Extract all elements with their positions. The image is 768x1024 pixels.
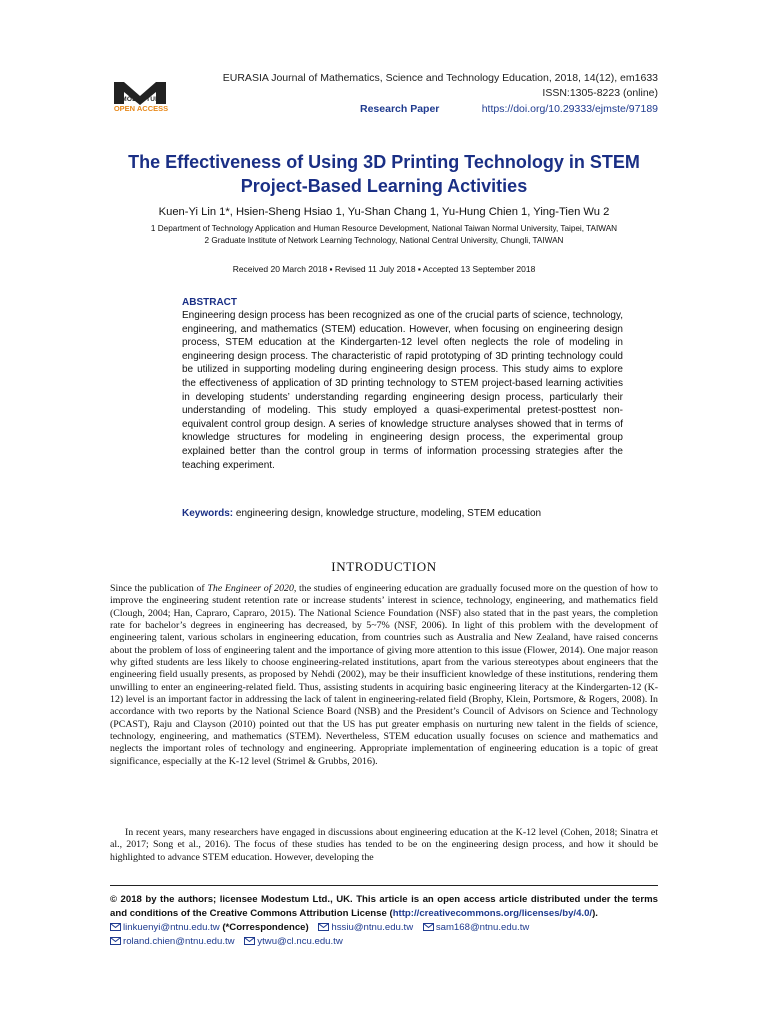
paper-type-row	[360, 103, 658, 117]
email-item	[110, 936, 237, 947]
journal-citation: EURASIA Journal of Mathematics, Science and Technology Education, 2018, 14(12), em1633	[222, 72, 658, 84]
affiliation-1: 1 Department of Technology Application and Human Resource Development, National Taiwan Normal University, Taipei, TAIWAN	[150, 224, 618, 233]
article-title	[90, 150, 678, 198]
email-link-4[interactable]: roland.chien@ntnu.edu.tw	[123, 936, 235, 947]
email-item	[318, 922, 415, 933]
body-paragraph-2: In recent years, many researchers have engaged in discussions about engineering education at the K-12 level (Cohen, 2018; Sinatra et al., 2017; Song et al., 2016). The focus of these studies has tended to be on the engineering design process, and how it should be highlighted to advance STEM education. However, developing the	[110, 827, 658, 863]
paper-type: Research Paper	[360, 103, 440, 115]
p1-lead: Since the publication of	[110, 583, 208, 594]
article-dates: Received 20 March 2018 ▪ Revised 11 July 2018 ▪ Accepted 13 September 2018	[232, 264, 536, 274]
envelope-icon	[318, 923, 329, 931]
correspondence-note: (*Correspondence)	[222, 922, 309, 933]
envelope-icon	[244, 937, 255, 945]
email-link-3[interactable]: sam168@ntnu.edu.tw	[435, 922, 530, 933]
title-line-2: Project-Based Learning Activities	[240, 176, 528, 196]
license-link[interactable]: http://creativecommons.org/licenses/by/4.0/	[392, 907, 593, 919]
envelope-icon	[110, 937, 121, 945]
keywords-text: engineering design, knowledge structure, modeling, STEM education	[235, 508, 542, 519]
keywords-row	[182, 508, 541, 519]
envelope-icon	[423, 923, 434, 931]
license-text: © 2018 by the authors; licensee Modestum Ltd., UK. This article is an open access article distributed under the terms and conditions of the Creative Commons Attribution License (	[110, 894, 658, 919]
envelope-icon	[110, 923, 121, 931]
body-paragraph-1	[110, 583, 658, 768]
license-notice	[110, 893, 658, 920]
p1-book-title: The Engineer of 2020	[207, 583, 294, 594]
title-line-1: The Effectiveness of Using 3D Printing Technology in STEM	[128, 152, 640, 172]
email-row-2	[110, 936, 670, 947]
issn: ISSN:1305-8223 (online)	[542, 87, 658, 99]
abstract-heading: ABSTRACT	[182, 297, 237, 308]
keywords-label: Keywords:	[182, 508, 234, 519]
section-heading-introduction: INTRODUCTION	[331, 559, 437, 574]
abstract-text: Engineering design process has been recognized as one of the crucial parts of science, technology, engineering, and mathematics (STEM) education. However, when focusing on engineering design process, STEM education at the Kindergarten-12 level often neglects the role of modeling in engineering design process. The characteristic of rapid prototyping of 3D printing technology could be utilized in supporting modeling during engineering design process. This study aims to explore the effectiveness of application of 3D printing technology to STEM project-based learning activities in developing students’ understanding regarding engineering design process, particularly their understanding of modeling. This study employed a quasi-experimental pretest-posttest non-equivalent control group design. A series of knowledge structure analyses showed that in terms of knowledge structures for modeling in engineering design process, the experimental group explained better than the control group in terms of information processing strategies after the teaching experiment.	[182, 310, 623, 471]
license-tail: ).	[592, 907, 598, 919]
email-item	[110, 922, 311, 933]
footer-divider	[110, 885, 658, 886]
logo-name: MODESTUM	[121, 96, 161, 103]
email-item	[423, 922, 529, 933]
p1-rest: , the studies of engineering education are gradually focused more on the question of how to improve the engineering student retention rate or increase students’ interest in science, technology, engineering, and mathematics field (Clough, 2004; Han, Capraro, Capraro, 2015). The National Science Foundation (NSF) also stated that in the past years, the completion rate for bachelor’s degrees in engineering has decreased, by 5~7% (NSF, 2006). In light of this problem with the development of engineering talent, various scholars in engineering education, from countries such as Australia and New Zealand, have raised concerns about the problem of loss of engineering talent and the importance of giving more attention to this issue (Flower, 2014). One major reason why gifted students are less likely to choose engineering-related institutions, apart from the various stereotypes about engineers that the engineering field usually presents, as proposed by Nehdi (2002), may be their insufficient knowledge of these institutions, rendering them unwilling to enter an engineering-related field. Thus, assisting students in acquiring basic engineering literacy at the Kindergarten-12 (K-12) level is an important factor in addressing the lack of talent in engineering-related field (Brophy, Klein, Portsmore, & Rogers, 2008). In accordance with two reports by the National Science Board (NSB) and the President’s Council of Advisors on Science and Technology (PCAST), Raju and Clayson (2010) pointed out that the US has put greater emphasis on nurturing new talent in the fields of science, technology, engineering, and mathematics (STEM). Nevertheless, STEM education usually focuses on science and mathematics and neglects the important roles of technology and engineering. Appropriate implementation of engineering education is a topic of great significance, especially at the K-12 level (Strimel & Grubbs, 2016).	[110, 583, 658, 767]
email-row-1	[110, 922, 670, 933]
open-access-label: OPEN ACCESS	[113, 104, 169, 113]
email-item	[244, 936, 342, 947]
doi-link[interactable]: https://doi.org/10.29333/ejmste/97189	[481, 103, 658, 115]
affiliation-2: 2 Graduate Institute of Network Learning Technology, National Central University, Chungli, TAIWAN	[204, 236, 564, 245]
author-list: Kuen-Yi Lin 1*, Hsien-Sheng Hsiao 1, Yu-Shan Chang 1, Yu-Hung Chien 1, Ying-Tien Wu 2	[158, 206, 610, 218]
email-link-1[interactable]: linkuenyi@ntnu.edu.tw	[123, 922, 220, 933]
email-link-2[interactable]: hssiu@ntnu.edu.tw	[331, 922, 414, 933]
email-link-5[interactable]: ytwu@cl.ncu.edu.tw	[257, 936, 343, 947]
